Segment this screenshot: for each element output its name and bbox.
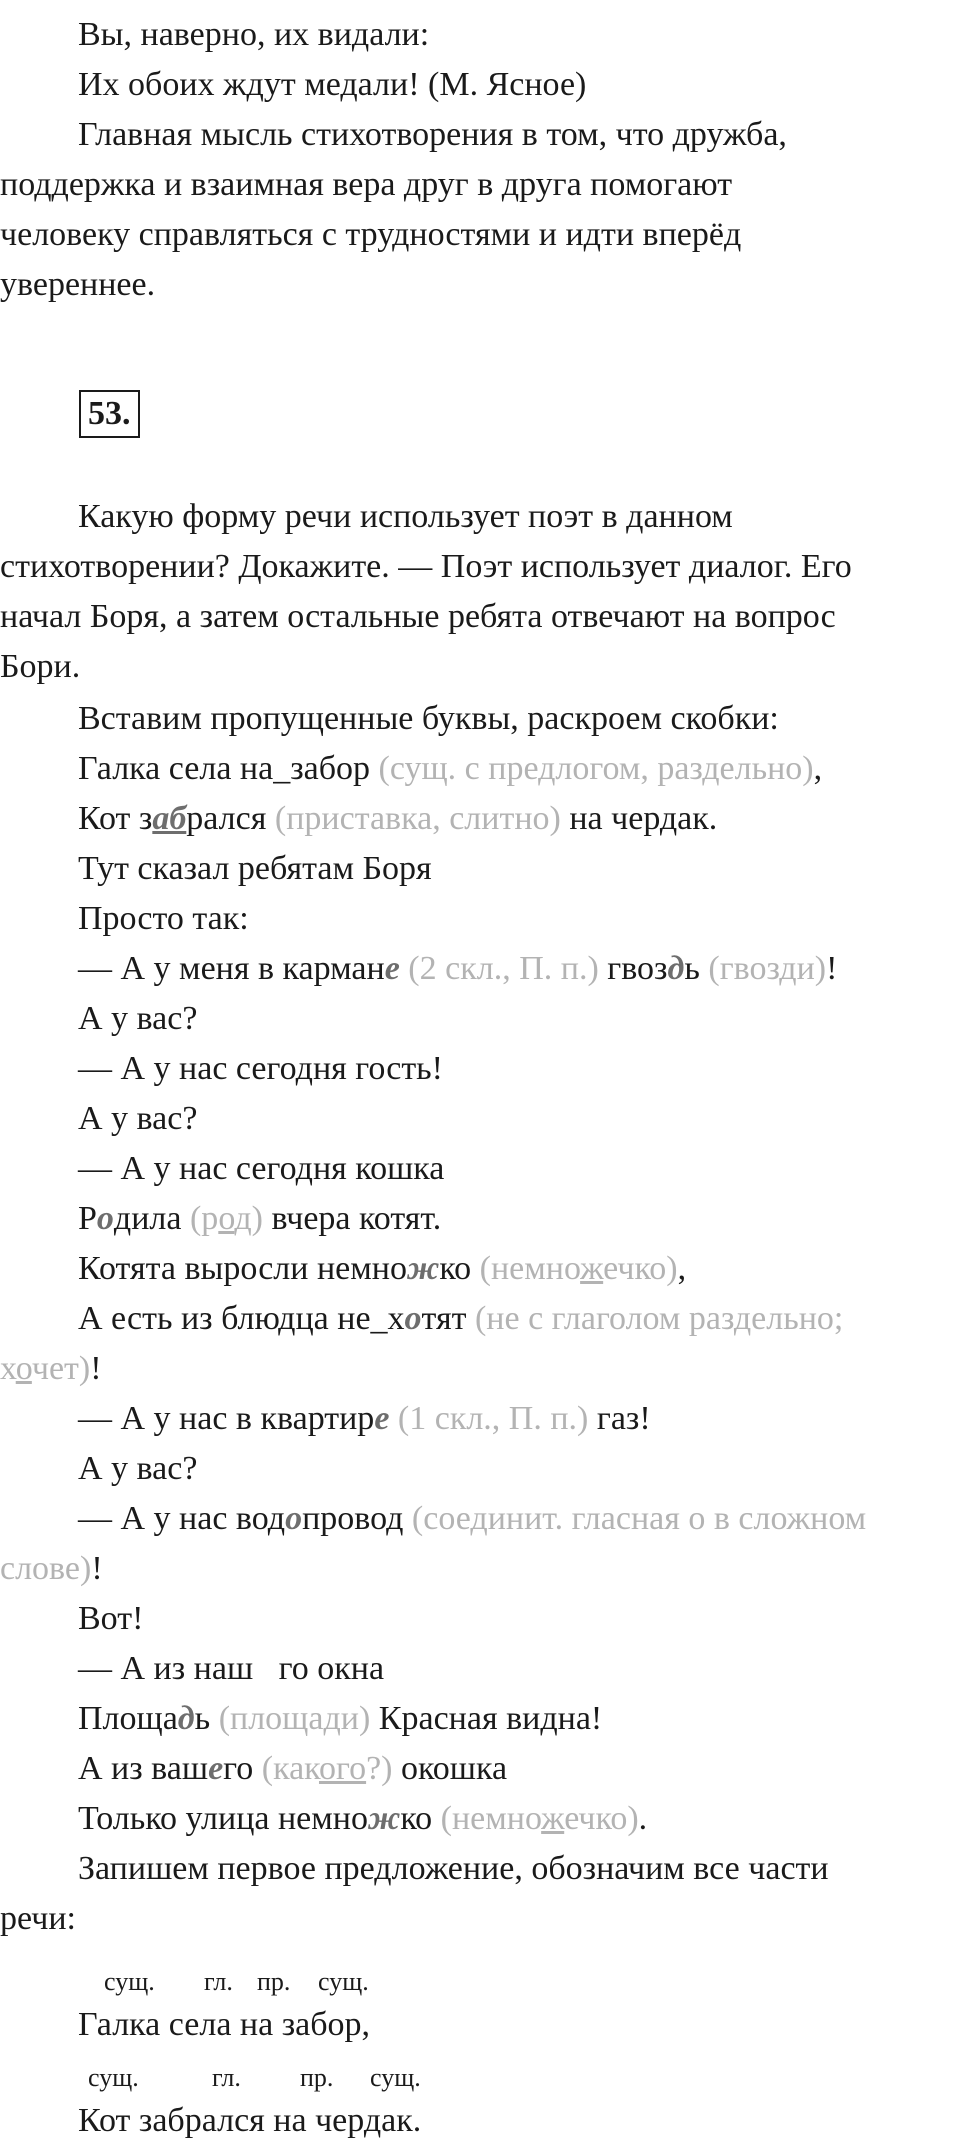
text: !: [91, 1550, 103, 1587]
annotation: (2 скл., П. п.): [408, 950, 599, 987]
text: [389, 1400, 398, 1437]
annotation: ?): [366, 1750, 393, 1787]
annotation: (1 скл., П. п.): [397, 1400, 589, 1437]
annotation: (площа: [218, 1700, 324, 1737]
text: !: [90, 1350, 102, 1387]
annotation: слове): [0, 1550, 92, 1587]
text: рался: [186, 800, 275, 837]
annotation-check-letter: ж: [541, 1800, 565, 1837]
annotation: х: [0, 1350, 16, 1387]
inserted-letter: е: [384, 950, 400, 987]
poem-line: [78, 794, 717, 844]
poem-line: [78, 1494, 866, 1544]
text: — А у нас вод: [78, 1500, 286, 1537]
annotation: (сущ. с предлогом, раздельно): [378, 750, 814, 787]
poem-line: [78, 1194, 441, 1244]
poem-line: А у вас?: [78, 1450, 198, 1487]
annotation: (не с глаголом раздельно;: [474, 1300, 844, 1337]
poem-line: Вот!: [78, 1600, 144, 1637]
parse-intro-line: Запишем первое предложение, обозначим все части: [78, 1850, 829, 1887]
text: Кот з: [78, 800, 153, 837]
text: ь: [684, 950, 709, 987]
text: Галка села на_забор: [78, 750, 379, 787]
annotation: (немно: [479, 1250, 581, 1287]
text: Только улица немно: [78, 1800, 368, 1837]
text: провод: [302, 1500, 412, 1537]
annotation: (соединит. гласная о в сложном: [411, 1500, 867, 1537]
inserted-letter: е: [208, 1750, 224, 1787]
question-line: Бори.: [0, 648, 81, 685]
text: Котята выросли немно: [78, 1250, 407, 1287]
inserted-letter: ж: [367, 1800, 401, 1837]
part-of-speech-label: пр.: [257, 1967, 291, 1996]
text: — А у нас в квартир: [78, 1400, 375, 1437]
inserted-letter: д: [177, 1700, 195, 1737]
poem-line: Тут сказал ребятам Боря: [78, 850, 432, 887]
annotation: и): [796, 950, 827, 987]
text: А из ваш: [78, 1750, 209, 1787]
text: Красная видна!: [370, 1700, 603, 1737]
inserted-letters: аб: [152, 800, 187, 837]
annotation-check-letter: о: [15, 1350, 32, 1387]
annotation: ечко): [603, 1250, 678, 1287]
text: дила: [113, 1200, 190, 1237]
annotation-check-letter: д: [323, 1700, 341, 1737]
text: тят: [421, 1300, 475, 1337]
task-line: Вставим пропущенные буквы, раскроем скобки:: [78, 700, 779, 737]
intro-line: Их обоих ждут медали! (М. Ясное): [78, 66, 587, 103]
text: А есть из блюдца не_х: [78, 1300, 405, 1337]
annotation: (р: [189, 1200, 219, 1237]
annotation: (немно: [440, 1800, 542, 1837]
annotation-check-letter: д: [779, 950, 797, 987]
inserted-letter: ж: [406, 1250, 440, 1287]
text: .: [638, 1800, 648, 1837]
parse-intro-line: речи:: [0, 1900, 76, 1937]
part-of-speech-label: гл.: [204, 1967, 233, 1996]
main-idea-line: Главная мысль стихотворения в том, что дружба,: [78, 116, 787, 153]
parsed-sentence: Кот забрался на чердак.: [78, 2102, 422, 2139]
text: Р: [78, 1200, 97, 1237]
poem-line: [78, 1394, 651, 1444]
part-of-speech-label: пр.: [300, 2063, 334, 2092]
text: — А у меня в карман: [78, 950, 385, 987]
text: го: [223, 1750, 262, 1787]
main-idea-line: человеку справляться с трудностями и идти вперёд: [0, 216, 742, 253]
text: ,: [813, 750, 823, 787]
text: ь: [194, 1700, 219, 1737]
text: !: [826, 950, 838, 987]
text: на чердак.: [560, 800, 718, 837]
annotation-check-letter: о: [218, 1200, 235, 1237]
text: гвоз: [598, 950, 668, 987]
text: ко: [439, 1250, 480, 1287]
annotation-check-letter: ж: [580, 1250, 604, 1287]
poem-line: А у вас?: [78, 1100, 198, 1137]
inserted-letter: е: [374, 1400, 390, 1437]
text: ,: [677, 1250, 687, 1287]
text: ко: [400, 1800, 441, 1837]
poem-line: Просто так:: [78, 900, 249, 937]
part-of-speech-label: сущ.: [370, 2063, 421, 2092]
poem-line: [78, 1694, 602, 1744]
inserted-letter: д: [667, 950, 685, 987]
poem-line: А у вас?: [78, 1000, 198, 1037]
inserted-letter: о: [404, 1300, 422, 1337]
annotation: д): [234, 1200, 263, 1237]
part-of-speech-label: гл.: [212, 2063, 241, 2092]
poem-line: — А из наш го окна: [78, 1650, 385, 1687]
intro-line: Вы, наверно, их видали:: [78, 16, 430, 53]
annotation: ечко): [564, 1800, 639, 1837]
part-of-speech-label: сущ.: [88, 2063, 139, 2092]
annotation-check-ending: ого: [318, 1750, 367, 1787]
part-of-speech-label: сущ.: [104, 1967, 155, 1996]
question-line: Какую форму речи использует поэт в данном: [78, 498, 733, 535]
main-idea-line: увереннее.: [0, 266, 156, 303]
text: Площа: [78, 1700, 178, 1737]
poem-line: — А у нас сегодня кошка: [78, 1150, 445, 1187]
poem-line: [78, 1744, 507, 1794]
main-idea-line: поддержка и взаимная вера друг в друга помогают: [0, 166, 733, 203]
text: окошка: [392, 1750, 508, 1787]
annotation: и): [340, 1700, 371, 1737]
poem-line: [78, 1794, 647, 1844]
inserted-letter: о: [96, 1200, 114, 1237]
annotation: (как: [261, 1750, 319, 1787]
text: газ!: [588, 1400, 651, 1437]
question-line: начал Боря, а затем остальные ребята отвечают на вопрос: [0, 598, 836, 635]
poem-line: [78, 1294, 843, 1344]
annotation: (приставка, слитно): [274, 800, 561, 837]
poem-line: [78, 1244, 686, 1294]
inserted-letter: о: [285, 1500, 303, 1537]
exercise-number: 53.: [79, 390, 140, 438]
parsed-sentence: Галка села на забор,: [78, 2006, 371, 2043]
annotation: (гвоз: [708, 950, 780, 987]
poem-line: [78, 944, 837, 994]
text: вчера котят.: [262, 1200, 442, 1237]
annotation: чет): [31, 1350, 91, 1387]
poem-line: [78, 744, 822, 794]
part-of-speech-label: сущ.: [318, 1967, 369, 1996]
poem-line: — А у нас сегодня гость!: [78, 1050, 444, 1087]
poem-line: [0, 1544, 103, 1594]
question-line: стихотворении? Докажите. — Поэт использует диалог. Его: [0, 548, 852, 585]
poem-line: [0, 1344, 102, 1394]
